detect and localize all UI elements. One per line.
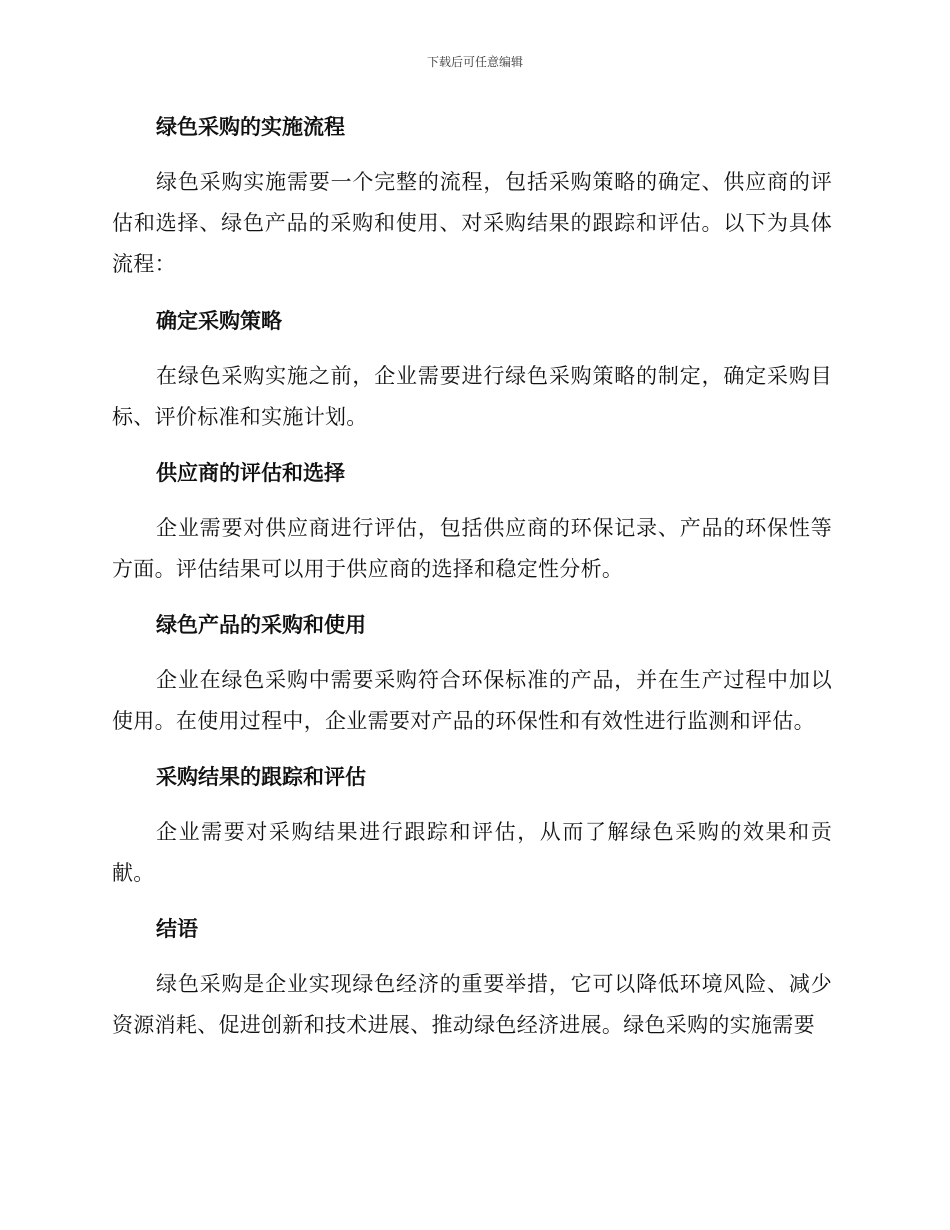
section-paragraph: 在绿色采购实施之前，企业需要进行绿色采购策略的制定，确定采购目标、评价标准和实施计划。 (112, 364, 832, 429)
section-heading: 供应商的评估和选择 (156, 460, 345, 485)
section-heading: 绿色采购的实施流程 (156, 114, 345, 139)
section-heading: 绿色产品的采购和使用 (156, 612, 366, 637)
section-paragraph: 绿色采购是企业实现绿色经济的重要举措，它可以降低环境风险、减少资源消耗、促进创新和技术进展、推动绿色经济进展。绿色采购的实施需要 (112, 972, 832, 1037)
section-paragraph: 绿色采购实施需要一个完整的流程，包括采购策略的确定、供应商的评估和选择、绿色产品的采购和使用、对采购结果的跟踪和评估。以下为具体流程： (112, 170, 832, 276)
section-heading: 结语 (156, 916, 198, 941)
section-paragraph: 企业需要对供应商进行评估，包括供应商的环保记录、产品的环保性等方面。评估结果可以用于供应商的选择和稳定性分析。 (112, 516, 832, 581)
section-paragraph: 企业在绿色采购中需要采购符合环保标准的产品，并在生产过程中加以使用。在使用过程中，企业需要对产品的环保性和有效性进行监测和评估。 (112, 668, 832, 733)
section-paragraph: 企业需要对采购结果进行跟踪和评估，从而了解绿色采购的效果和贡献。 (112, 820, 832, 885)
section-heading: 采购结果的跟踪和评估 (156, 764, 366, 789)
page-header: 下载后可任意编辑 (426, 55, 523, 69)
section-heading: 确定采购策略 (156, 308, 282, 333)
